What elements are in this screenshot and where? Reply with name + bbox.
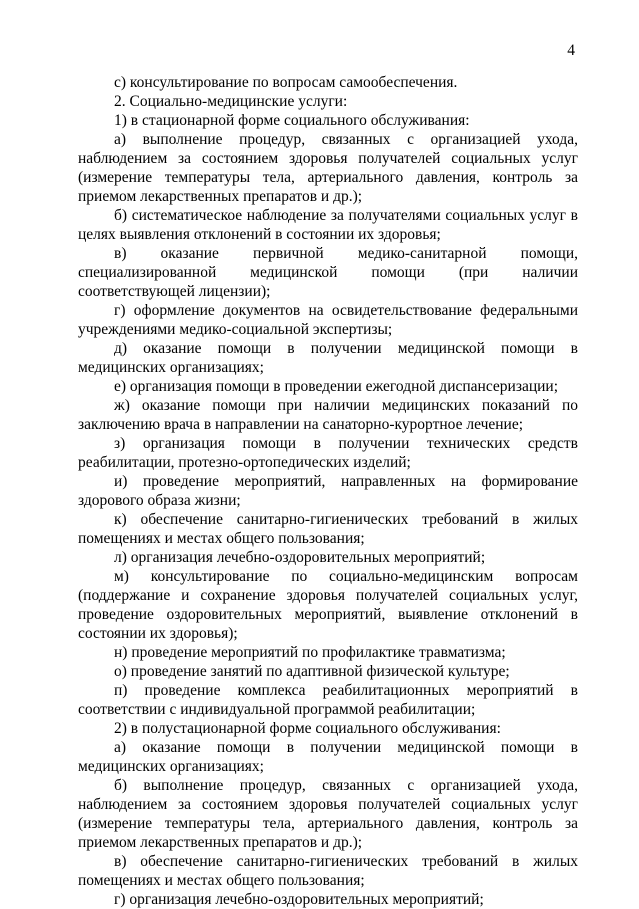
- paragraph-b2-procedures: б) выполнение процедур, связанных с организацией ухода, наблюдением за состоянием здоровья получателей социальных услуг (измерение температуры тела, артериального давления, контроль за приемом лекарственных препаратов и др.);: [78, 777, 578, 851]
- paragraph-c-self-care: с) консультирование по вопросам самообеспечения.: [114, 74, 458, 91]
- paragraph-stationary-form: 1) в стационарной форме социального обслуживания:: [114, 112, 470, 129]
- paragraph-k-sanitary: к) обеспечение санитарно-гигиенических требований в жилых помещениях и местах общего пользования;: [78, 511, 578, 547]
- document-body: [78, 73, 578, 909]
- paragraph-v2-sanitary: в) обеспечение санитарно-гигиенических требований в жилых помещениях и местах общего пользования;: [78, 853, 578, 889]
- paragraph-a2-medical-help: а) оказание помощи в получении медицинской помощи в медицинских организациях;: [78, 739, 578, 775]
- paragraph-i-healthy-lifestyle: и) проведение мероприятий, направленных на формирование здорового образа жизни;: [78, 473, 578, 509]
- paragraph-zh-sanatorium: ж) оказание помощи при наличии медицинских показаний по заключению врача в направлении на санаторно-курортное лечение;: [78, 397, 578, 433]
- paragraph-b-observation: б) систематическое наблюдение за получателями социальных услуг в целях выявления отклонений в состоянии их здоровья;: [78, 207, 578, 243]
- paragraph-g2-treatment: г) организация лечебно-оздоровительных мероприятий;: [114, 891, 484, 908]
- paragraph-g-documents: г) оформление документов на освидетельствование федеральными учреждениями медико-социальной экспертизы;: [78, 302, 578, 338]
- paragraph-l-treatment: л) организация лечебно-оздоровительных мероприятий;: [114, 549, 486, 566]
- paragraph-z-rehab-means: з) организация помощи в получении технических средств реабилитации, протезно-ортопедических изделий;: [78, 435, 578, 471]
- paragraph-a-procedures: а) выполнение процедур, связанных с организацией ухода, наблюдением за состоянием здоровья получателей социальных услуг (измерение температуры тела, артериального давления, контроль за приемом лекарственных препаратов и др.);: [78, 131, 578, 205]
- paragraph-o-adaptive-pe: о) проведение занятий по адаптивной физической культуре;: [114, 663, 510, 680]
- page-number: 4: [567, 42, 575, 59]
- paragraph-e-dispensary: е) организация помощи в проведении ежегодной диспансеризации;: [114, 378, 559, 395]
- paragraph-section-2-heading: 2. Социально-медицинские услуги:: [114, 93, 348, 110]
- paragraph-v-primary-care: в) оказание первичной медико-санитарной помощи, специализированной медицинской помощи (при наличии соответствующей лицензии);: [78, 245, 578, 300]
- paragraph-n-injury-prevention: н) проведение мероприятий по профилактике травматизма;: [114, 644, 506, 661]
- paragraph-semi-stationary-form: 2) в полустационарной форме социального обслуживания:: [114, 720, 501, 737]
- paragraph-p-rehabilitation: п) проведение комплекса реабилитационных мероприятий в соответствии с индивидуальной программой реабилитации;: [78, 682, 578, 718]
- paragraph-d-medical-help: д) оказание помощи в получении медицинской помощи в медицинских организациях;: [78, 340, 578, 376]
- paragraph-m-consulting: м) консультирование по социально-медицинским вопросам (поддержание и сохранение здоровья получателей социальных услуг, проведение оздоровительных мероприятий, выявление отклонений в состоянии их здоровья);: [78, 568, 578, 642]
